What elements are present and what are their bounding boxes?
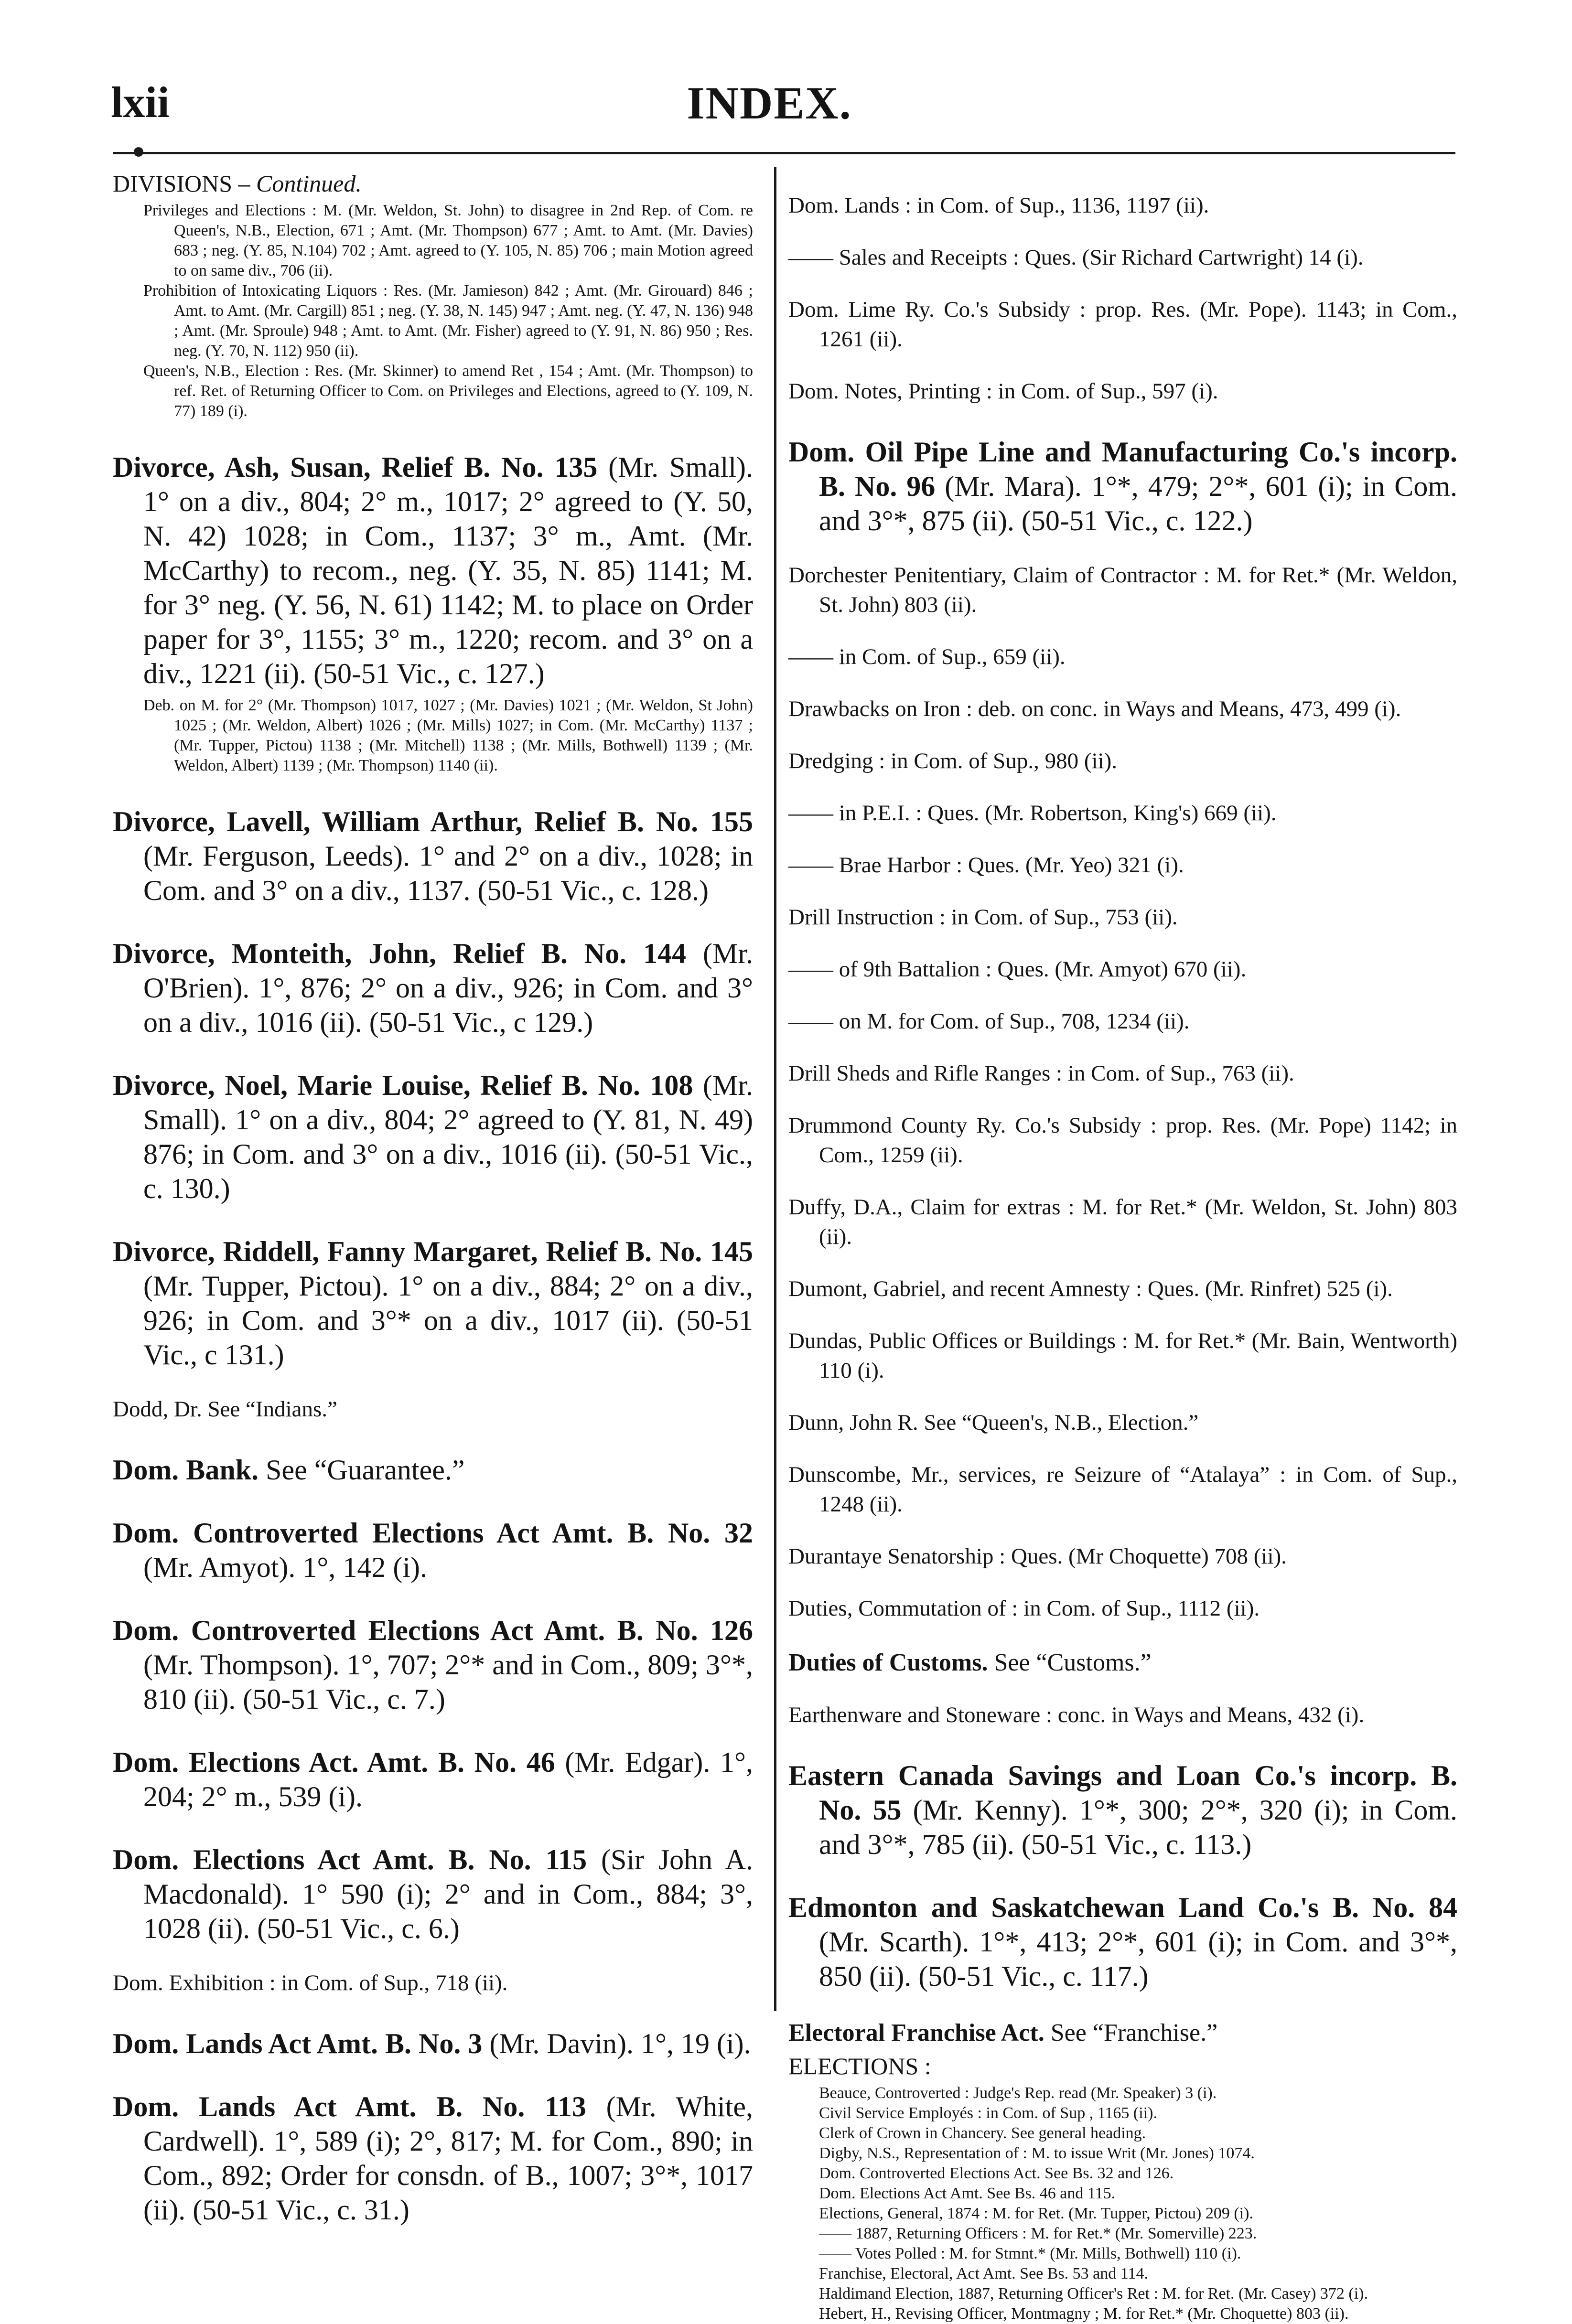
index-entry: Earthenware and Stoneware : conc. in Ways and Means, 432 (i).: [788, 1703, 1365, 1727]
sub-entry: Dom. Controverted Elections Act. See Bs. 32 and 126.: [819, 2164, 1174, 2182]
index-entry: Dom. Elections Act. Amt. B. No. 46 (Mr. Edgar). 1°, 204; 2° m., 539 (i).: [113, 1746, 753, 1812]
index-entry: Dorchester Penitentiary, Claim of Contractor : M. for Ret.* (Mr. Weldon, St. John) 803 (ii).: [788, 563, 1457, 617]
index-entry: Dom. Controverted Elections Act Amt. B. No. 32 (Mr. Amyot). 1°, 142 (i).: [113, 1517, 753, 1583]
sub-entry: Deb. on M. for 2° (Mr. Thompson) 1017, 1027 ; (Mr. Davies) 1021 ; (Mr. Weldon, St John) 1025 ; (Mr. Weldon, Albert) 1026 ; (Mr. Mills) 1027; in Com. (Mr. McCarthy) 1137 ; (Mr. Tupper, Pictou) 1138 ; (Mr. Mitchell) 1138 ; (Mr. Mills, Bothwell) 1139 ; (Mr. Weldon, Albert) 1139 ; (Mr. Thompson) 1140 (ii).: [143, 696, 753, 774]
index-entry: —— on M. for Com. of Sup., 708, 1234 (ii).: [788, 1009, 1190, 1034]
index-entry: Drawbacks on Iron : deb. on conc. in Ways and Means, 473, 499 (i).: [788, 696, 1401, 721]
index-entry: Eastern Canada Savings and Loan Co.'s incorp. B. No. 55 (Mr. Kenny). 1°*, 300; 2°*, 320 (i); in Com. and 3°*, 785 (ii). (50-51 Vic., c. 113.): [788, 1760, 1457, 1860]
index-entry: Duties, Commutation of : in Com. of Sup., 1112 (ii).: [788, 1596, 1260, 1621]
index-entry: Duties of Customs. See “Customs.”: [788, 1649, 1152, 1676]
index-entry: —— in P.E.I. : Ques. (Mr. Robertson, King's) 669 (ii).: [788, 801, 1277, 825]
index-entry: Dom. Lime Ry. Co.'s Subsidy : prop. Res. (Mr. Pope). 1143; in Com., 1261 (ii).: [788, 297, 1457, 352]
sub-entry: —— 1887, Returning Officers : M. for Ret.* (Mr. Somerville) 223.: [819, 2225, 1257, 2242]
sub-entry: Privileges and Elections : M. (Mr. Weldon, St. John) to disagree in 2nd Rep. of Com. re Queen's, N.B., Election, 671 ; Amt. (Mr. Thompson) 677 ; Amt. to Amt. (Mr. Davies) 683 ; neg. (Y. 85, N.104) 702 ; Amt. agreed to (Y. 105, N. 85) 706 ; main Motion agreed to on same div., 706 (ii).: [143, 202, 753, 279]
page-title: INDEX.: [687, 77, 852, 129]
index-entry: Dunscombe, Mr., services, re Seizure of “Atalaya” : in Com. of Sup., 1248 (ii).: [788, 1462, 1457, 1517]
index-entry: Divorce, Lavell, William Arthur, Relief B. No. 155 (Mr. Ferguson, Leeds). 1° and 2° on a div., 1028; in Com. and 3° on a div., 1137. (50-51 Vic., c. 128.): [113, 806, 753, 906]
sub-entry: Beauce, Controverted : Judge's Rep. read (Mr. Speaker) 3 (i).: [819, 2084, 1217, 2102]
sub-entry: Civil Service Employés : in Com. of Sup , 1165 (ii).: [819, 2104, 1157, 2122]
index-entry: Drill Sheds and Rifle Ranges : in Com. of Sup., 763 (ii).: [788, 1061, 1294, 1086]
index-entry: Divorce, Ash, Susan, Relief B. No. 135 (Mr. Small). 1° on a div., 804; 2° m., 1017; 2° agreed to (Y. 50, N. 42) 1028; in Com., 1137; 3° m., Amt. (Mr. McCarthy) to recom., neg. (Y. 35, N. 85) 1141; M. for 3° neg. (Y. 56, N. 61) 1142; M. to place on Order paper for 3°, 1155; 3° m., 1220; recom. and 3° on a div., 1221 (ii). (50-51 Vic., c. 127.): [113, 451, 754, 689]
sub-entry: Clerk of Crown in Chancery. See general heading.: [819, 2124, 1146, 2142]
column-divider: [774, 167, 776, 2011]
index-entry: Electoral Franchise Act. See “Franchise.”: [788, 2019, 1218, 2046]
index-entry: Dundas, Public Offices or Buildings : M. for Ret.* (Mr. Bain, Wentworth) 110 (i).: [788, 1328, 1457, 1383]
rule-ornament: [134, 147, 143, 157]
sub-entry: Digby, N.S., Representation of : M. to issue Writ (Mr. Jones) 1074.: [819, 2144, 1255, 2162]
index-entry: Dunn, John R. See “Queen's, N.B., Election.”: [788, 1410, 1199, 1435]
index-entry: Drummond County Ry. Co.'s Subsidy : prop. Res. (Mr. Pope) 1142; in Com., 1259 (ii).: [788, 1113, 1457, 1167]
index-entry: Divorce, Monteith, John, Relief B. No. 144 (Mr. O'Brien). 1°, 876; 2° on a div., 926; in Com. and 3° on a div., 1016 (ii). (50-51 Vic., c 129.): [113, 938, 753, 1038]
index-entry: Dom. Notes, Printing : in Com. of Sup., 597 (i).: [788, 379, 1218, 404]
sub-entry: Elections, General, 1874 : M. for Ret. (Mr. Tupper, Pictou) 209 (i).: [819, 2205, 1253, 2222]
section-heading-elections: ELECTIONS :: [788, 2053, 931, 2079]
index-entry: Dredging : in Com. of Sup., 980 (ii).: [788, 749, 1117, 773]
section-heading-divisions: DIVISIONS – Continued.: [113, 170, 362, 197]
index-entry: Dom. Lands Act Amt. B. No. 113 (Mr. White, Cardwell). 1°, 589 (i); 2°, 817; M. for Com., 890; in Com., 892; Order for consdn. of B., 1007; 3°*, 1017 (ii). (50-51 Vic., c. 31.): [113, 2091, 753, 2226]
index-entry: Durantaye Senatorship : Ques. (Mr Choquette) 708 (ii).: [788, 1544, 1287, 1569]
index-entry: Divorce, Riddell, Fanny Margaret, Relief B. No. 145 (Mr. Tupper, Pictou). 1° on a div., 884; 2° on a div., 926; in Com. and 3°* on a div., 1017 (ii). (50-51 Vic., c 131.): [113, 1236, 753, 1371]
sub-entry: Hebert, H., Revising Officer, Montmagny ; M. for Ret.* (Mr. Choquette) 803 (ii).: [819, 2305, 1349, 2323]
sub-entry: Dom. Elections Act Amt. See Bs. 46 and 115.: [819, 2185, 1116, 2202]
header-rule: [113, 152, 1455, 154]
index-entry: Drill Instruction : in Com. of Sup., 753 (ii).: [788, 905, 1178, 930]
index-entry: Dom. Elections Act Amt. B. No. 115 (Sir John A. Macdonald). 1° 590 (i); 2° and in Com., 884; 3°, 1028 (ii). (50-51 Vic., c. 6.): [113, 1844, 754, 1944]
index-entry: Dumont, Gabriel, and recent Amnesty : Ques. (Mr. Rinfret) 525 (i).: [788, 1276, 1393, 1301]
sub-entry: Queen's, N.B., Election : Res. (Mr. Skinner) to amend Ret , 154 ; Amt. (Mr. Thompson) to ref. Ret. of Returning Officer to Com. on Privileges and Elections, agreed to (Y. 109, N. 77) 189 (i).: [143, 362, 753, 420]
page-header: [76, 77, 1462, 138]
index-entry: Dom. Bank. See “Guarantee.”: [113, 1454, 465, 1486]
index-entry: Edmonton and Saskatchewan Land Co.'s B. No. 84 (Mr. Scarth). 1°*, 413; 2°*, 601 (i); in Com. and 3°*, 850 (ii). (50-51 Vic., c. 117.): [788, 1892, 1457, 1992]
left-column: [113, 168, 753, 2232]
index-entry: —— Sales and Receipts : Ques. (Sir Richard Cartwright) 14 (i).: [788, 245, 1364, 270]
index-entry: Duffy, D.A., Claim for extras : M. for Ret.* (Mr. Weldon, St. John) 803 (ii).: [788, 1195, 1457, 1249]
sub-entry: Prohibition of Intoxicating Liquors : Res. (Mr. Jamieson) 842 ; Amt. (Mr. Girouard) 846 ; Amt. to Amt. (Mr. Cargill) 851 ; neg. (Y. 38, N. 145) 947 ; Amt. neg. (Y. 47, N. 136) 948 ; Amt. (Mr. Sproule) 948 ; Amt. to Amt. (Mr. Fisher) agreed to (Y. 91, N. 86) 950 ; Res. neg. (Y. 70, N. 112) 950 (ii).: [143, 282, 753, 360]
sub-entry: Haldimand Election, 1887, Returning Officer's Ret : M. for Ret. (Mr. Casey) 372 (i).: [819, 2285, 1368, 2303]
index-entry: Divorce, Noel, Marie Louise, Relief B. No. 108 (Mr. Small). 1° on a div., 804; 2° agreed to (Y. 81, N. 49) 876; in Com. and 3° on a div., 1016 (ii). (50-51 Vic., c. 130.): [113, 1070, 753, 1204]
page-number: lxii: [111, 78, 170, 127]
right-column: [788, 168, 1457, 2324]
index-entry: Dodd, Dr. See “Indians.”: [113, 1397, 337, 1422]
sub-entry: —— Votes Polled : M. for Stmnt.* (Mr. Mills, Bothwell) 110 (i).: [819, 2245, 1241, 2262]
index-entry: Dom. Lands : in Com. of Sup., 1136, 1197 (ii).: [788, 193, 1209, 218]
index-entry: Dom. Controverted Elections Act Amt. B. No. 126 (Mr. Thompson). 1°, 707; 2°* and in Com., 809; 3°*, 810 (ii). (50-51 Vic., c. 7.): [113, 1615, 753, 1715]
index-entry: —— of 9th Battalion : Ques. (Mr. Amyot) 670 (ii).: [788, 957, 1247, 982]
sub-entry: Franchise, Electoral, Act Amt. See Bs. 53 and 114.: [819, 2265, 1148, 2282]
index-entry: —— Brae Harbor : Ques. (Mr. Yeo) 321 (i).: [788, 853, 1184, 878]
index-entry: —— in Com. of Sup., 659 (ii).: [788, 644, 1066, 669]
index-entry: Dom. Exhibition : in Com. of Sup., 718 (ii).: [113, 1971, 508, 1995]
index-entry: Dom. Oil Pipe Line and Manufacturing Co.'s incorp. B. No. 96 (Mr. Mara). 1°*, 479; 2°*, 601 (i); in Com. and 3°*, 875 (ii). (50-51 Vic., c. 122.): [788, 436, 1457, 536]
index-entry: Dom. Lands Act Amt. B. No. 3 (Mr. Davin). 1°, 19 (i).: [113, 2028, 751, 2059]
